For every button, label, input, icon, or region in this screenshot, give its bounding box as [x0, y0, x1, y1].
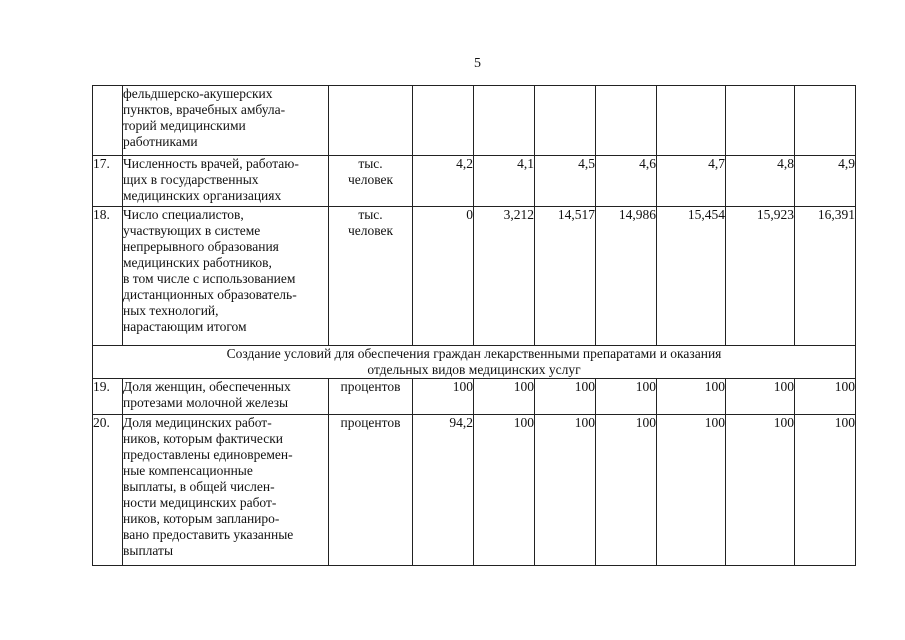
value-cell: 100	[726, 379, 795, 415]
indicator-name-line: Численность врачей, работаю-	[123, 156, 299, 171]
unit-cell	[329, 207, 413, 346]
value-cell: 100	[474, 379, 535, 415]
page-number: 5	[474, 56, 481, 71]
value-cell: 4,1	[474, 156, 535, 207]
value-cell: 100	[657, 379, 726, 415]
indicator-name-line: работниками	[123, 134, 198, 149]
indicator-name	[123, 156, 329, 207]
indicator-name-line: в том числе с использованием	[123, 271, 296, 286]
value-cell: 4,7	[657, 156, 726, 207]
indicator-name-line: фельдшерско-акушерских	[123, 86, 273, 101]
value-cell	[657, 86, 726, 156]
indicator-name	[123, 86, 329, 156]
section-heading	[93, 346, 856, 379]
indicators-table	[92, 85, 856, 566]
value-cell	[535, 86, 596, 156]
indicator-name-line: протезами молочной железы	[123, 395, 289, 410]
indicator-name-line: Доля женщин, обеспеченных	[123, 379, 291, 394]
value-cell: 3,212	[474, 207, 535, 346]
unit-cell-line: человек	[347, 172, 394, 187]
value-cell: 100	[596, 415, 657, 566]
value-cell: 100	[474, 415, 535, 566]
indicator-name-line: медицинских работников,	[123, 255, 272, 270]
row-number: 18.	[93, 207, 123, 346]
value-cell: 4,8	[726, 156, 795, 207]
indicator-name-line: щих в государственных	[123, 172, 259, 187]
row-number: 20.	[93, 415, 123, 566]
indicator-name	[123, 379, 329, 415]
indicator-name-line: предоставлены единовремен-	[123, 447, 293, 462]
table-row	[93, 379, 856, 415]
value-cell	[474, 86, 535, 156]
table-row	[93, 86, 856, 156]
value-cell: 4,6	[596, 156, 657, 207]
section-row	[93, 346, 856, 379]
indicator-name-line: Доля медицинских работ-	[123, 415, 272, 430]
indicator-name-line: непрерывного образования	[123, 239, 279, 254]
unit-cell-line: человек	[347, 223, 394, 238]
indicator-name-line: нарастающим итогом	[123, 319, 247, 334]
table-row	[93, 207, 856, 346]
unit-cell	[329, 156, 413, 207]
row-number	[93, 86, 123, 156]
unit-cell	[329, 86, 413, 156]
indicator-name-line: ности медицинских работ-	[123, 495, 277, 510]
indicator-name-line: торий медицинскими	[123, 118, 246, 133]
indicator-name-line: пунктов, врачебных амбула-	[123, 102, 286, 117]
indicator-name-line: ников, которым запланиро-	[123, 511, 280, 526]
value-cell: 15,454	[657, 207, 726, 346]
indicator-name-line: выплаты, в общей числен-	[123, 479, 275, 494]
value-cell: 100	[795, 415, 856, 566]
value-cell: 4,5	[535, 156, 596, 207]
value-cell: 14,986	[596, 207, 657, 346]
value-cell: 14,517	[535, 207, 596, 346]
value-cell: 16,391	[795, 207, 856, 346]
value-cell: 100	[596, 379, 657, 415]
indicator-name-line: Число специалистов,	[123, 207, 244, 222]
indicator-name-line: ные компенсационные	[123, 463, 253, 478]
indicator-name-line: участвующих в системе	[123, 223, 261, 238]
unit-cell-line: процентов	[340, 379, 401, 394]
value-cell: 100	[413, 379, 474, 415]
value-cell: 100	[726, 415, 795, 566]
value-cell	[596, 86, 657, 156]
value-cell: 94,2	[413, 415, 474, 566]
table-row	[93, 415, 856, 566]
value-cell: 100	[657, 415, 726, 566]
indicator-name-line: ников, которым фактически	[123, 431, 283, 446]
indicator-name-line: медицинских организациях	[123, 188, 282, 203]
value-cell: 15,923	[726, 207, 795, 346]
value-cell: 4,9	[795, 156, 856, 207]
indicator-name-line: вано предоставить указанные	[123, 527, 294, 542]
value-cell	[413, 86, 474, 156]
table-row	[93, 156, 856, 207]
value-cell: 100	[535, 379, 596, 415]
unit-cell	[329, 379, 413, 415]
indicator-name	[123, 207, 329, 346]
value-cell	[726, 86, 795, 156]
value-cell: 0	[413, 207, 474, 346]
row-number: 17.	[93, 156, 123, 207]
indicator-name-line: выплаты	[123, 543, 174, 558]
indicator-name	[123, 415, 329, 566]
value-cell: 4,2	[413, 156, 474, 207]
unit-cell-line: тыс.	[358, 156, 383, 171]
section-heading-line: Создание условий для обеспечения граждан лекарственными препаратами и оказания	[226, 346, 722, 361]
value-cell	[795, 86, 856, 156]
unit-cell-line: процентов	[340, 415, 401, 430]
value-cell: 100	[535, 415, 596, 566]
row-number: 19.	[93, 379, 123, 415]
value-cell: 100	[795, 379, 856, 415]
section-heading-line: отдельных видов медицинских услуг	[367, 362, 581, 377]
indicator-name-line: ных технологий,	[123, 303, 219, 318]
unit-cell-line: тыс.	[358, 207, 383, 222]
unit-cell	[329, 415, 413, 566]
indicator-name-line: дистанционных образователь-	[123, 287, 297, 302]
